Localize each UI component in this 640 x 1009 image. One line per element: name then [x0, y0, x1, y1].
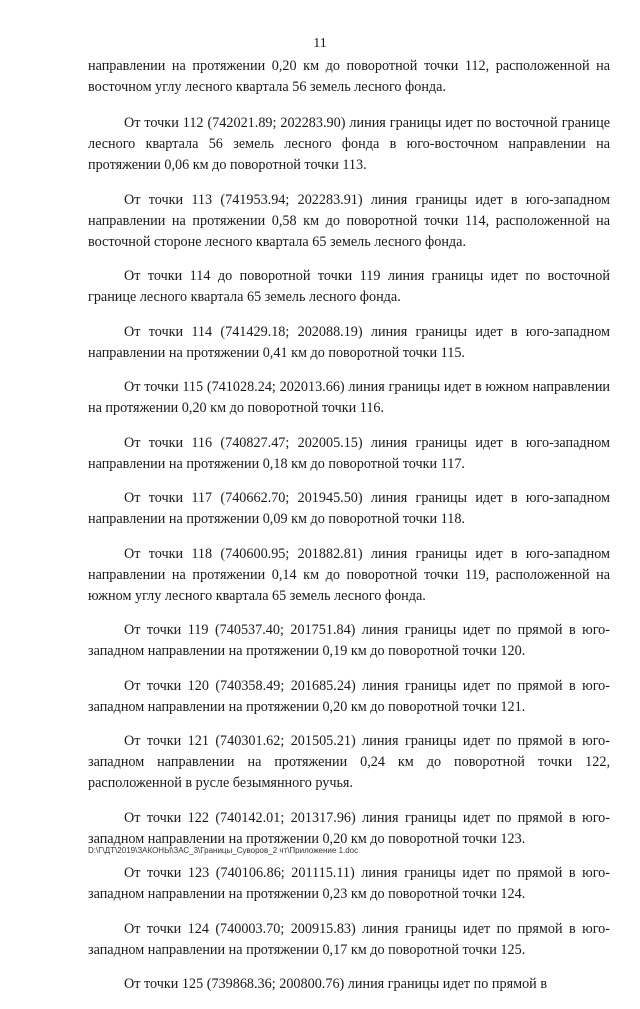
- paragraph-point-125: От точки 125 (739868.36; 200800.76) линия границы идет по прямой в: [124, 976, 548, 992]
- paragraph-point-120: От точки 120 (740358.49; 201685.24) линия границы идет по прямой в юго-западном направлении на протяжении 0,20 км до поворотной точки 121.: [88, 677, 610, 715]
- paragraph-points-114-119: От точки 114 до поворотной точки 119 линия границы идет по восточной границе лесного квартала 65 земель лесного фонда.: [88, 268, 610, 305]
- paragraph-point-118: От точки 118 (740600.95; 201882.81) линия границы идет в юго-западном направлении на протяжении 0,14 км до поворотной точки 119, расположенной на южном углу лесного квартала 65 земель лесного фонда.: [88, 545, 610, 604]
- document-body: [88, 56, 610, 1009]
- paragraph-continuation: направлении на протяжении 0,20 км до поворотной точки 112, расположенной на восточном углу лесного квартала 56 земель лесного фонда.: [88, 58, 610, 95]
- paragraph-point-117: От точки 117 (740662.70; 201945.50) линия границы идет в юго-западном направлении на протяжении 0,09 км до поворотной точки 118.: [88, 490, 610, 527]
- paragraph-point-121: От точки 121 (740301.62; 201505.21) линия границы идет по прямой в юго-западном направлении на протяжении 0,24 км до поворотной точки 122, расположенной в русле безымянного ручья.: [88, 733, 610, 791]
- footer-file-path: D:\Г\ДТ\2019\ЗАКОНЫ\ЗАС_3\Границы_Суворов_2 чт\Приложение 1.doc: [88, 846, 359, 855]
- page-number: 11: [313, 36, 327, 51]
- paragraph-point-112: От точки 112 (742021.89; 202283.90) линия границы идет по восточной границе лесного квартала 56 земель лесного фонда в юго-восточном направлении на протяжении 0,06 км до поворотной точки 113.: [88, 115, 610, 173]
- paragraph-point-119: От точки 119 (740537.40; 201751.84) линия границы идет по прямой в юго-западном направлении на протяжении 0,19 км до поворотной точки 120.: [88, 622, 610, 659]
- paragraph-point-124: От точки 124 (740003.70; 200915.83) линия границы идет по прямой в юго-западном направлении на протяжении 0,17 км до поворотной точки 125.: [88, 920, 610, 958]
- paragraph-point-116: От точки 116 (740827.47; 202005.15) линия границы идет в юго-западном направлении на протяжении 0,18 км до поворотной точки 117.: [88, 434, 610, 472]
- paragraph-point-115: От точки 115 (741028.24; 202013.66) линия границы идет в южном направлении на протяжении 0,20 км до поворотной точки 116.: [88, 379, 610, 416]
- paragraph-point-122: От точки 122 (740142.01; 201317.96) линия границы идет по прямой в юго-западном направлении на протяжении 0,20 км до поворотной точки 123.: [88, 809, 610, 847]
- paragraph-point-123: От точки 123 (740106.86; 201115.11) линия границы идет по прямой в юго-западном направлении на протяжении 0,23 км до поворотной точки 124.: [88, 865, 610, 902]
- paragraph-point-113: От точки 113 (741953.94; 202283.91) линия границы идет в юго-западном направлении на протяжении 0,58 км до поворотной точки 114, расположенной на восточной стороне лесного квартала 65 земель лесного фонда.: [88, 191, 610, 250]
- paragraph-point-114: От точки 114 (741429.18; 202088.19) линия границы идет в юго-западном направлении на протяжении 0,41 км до поворотной точки 115.: [88, 323, 610, 361]
